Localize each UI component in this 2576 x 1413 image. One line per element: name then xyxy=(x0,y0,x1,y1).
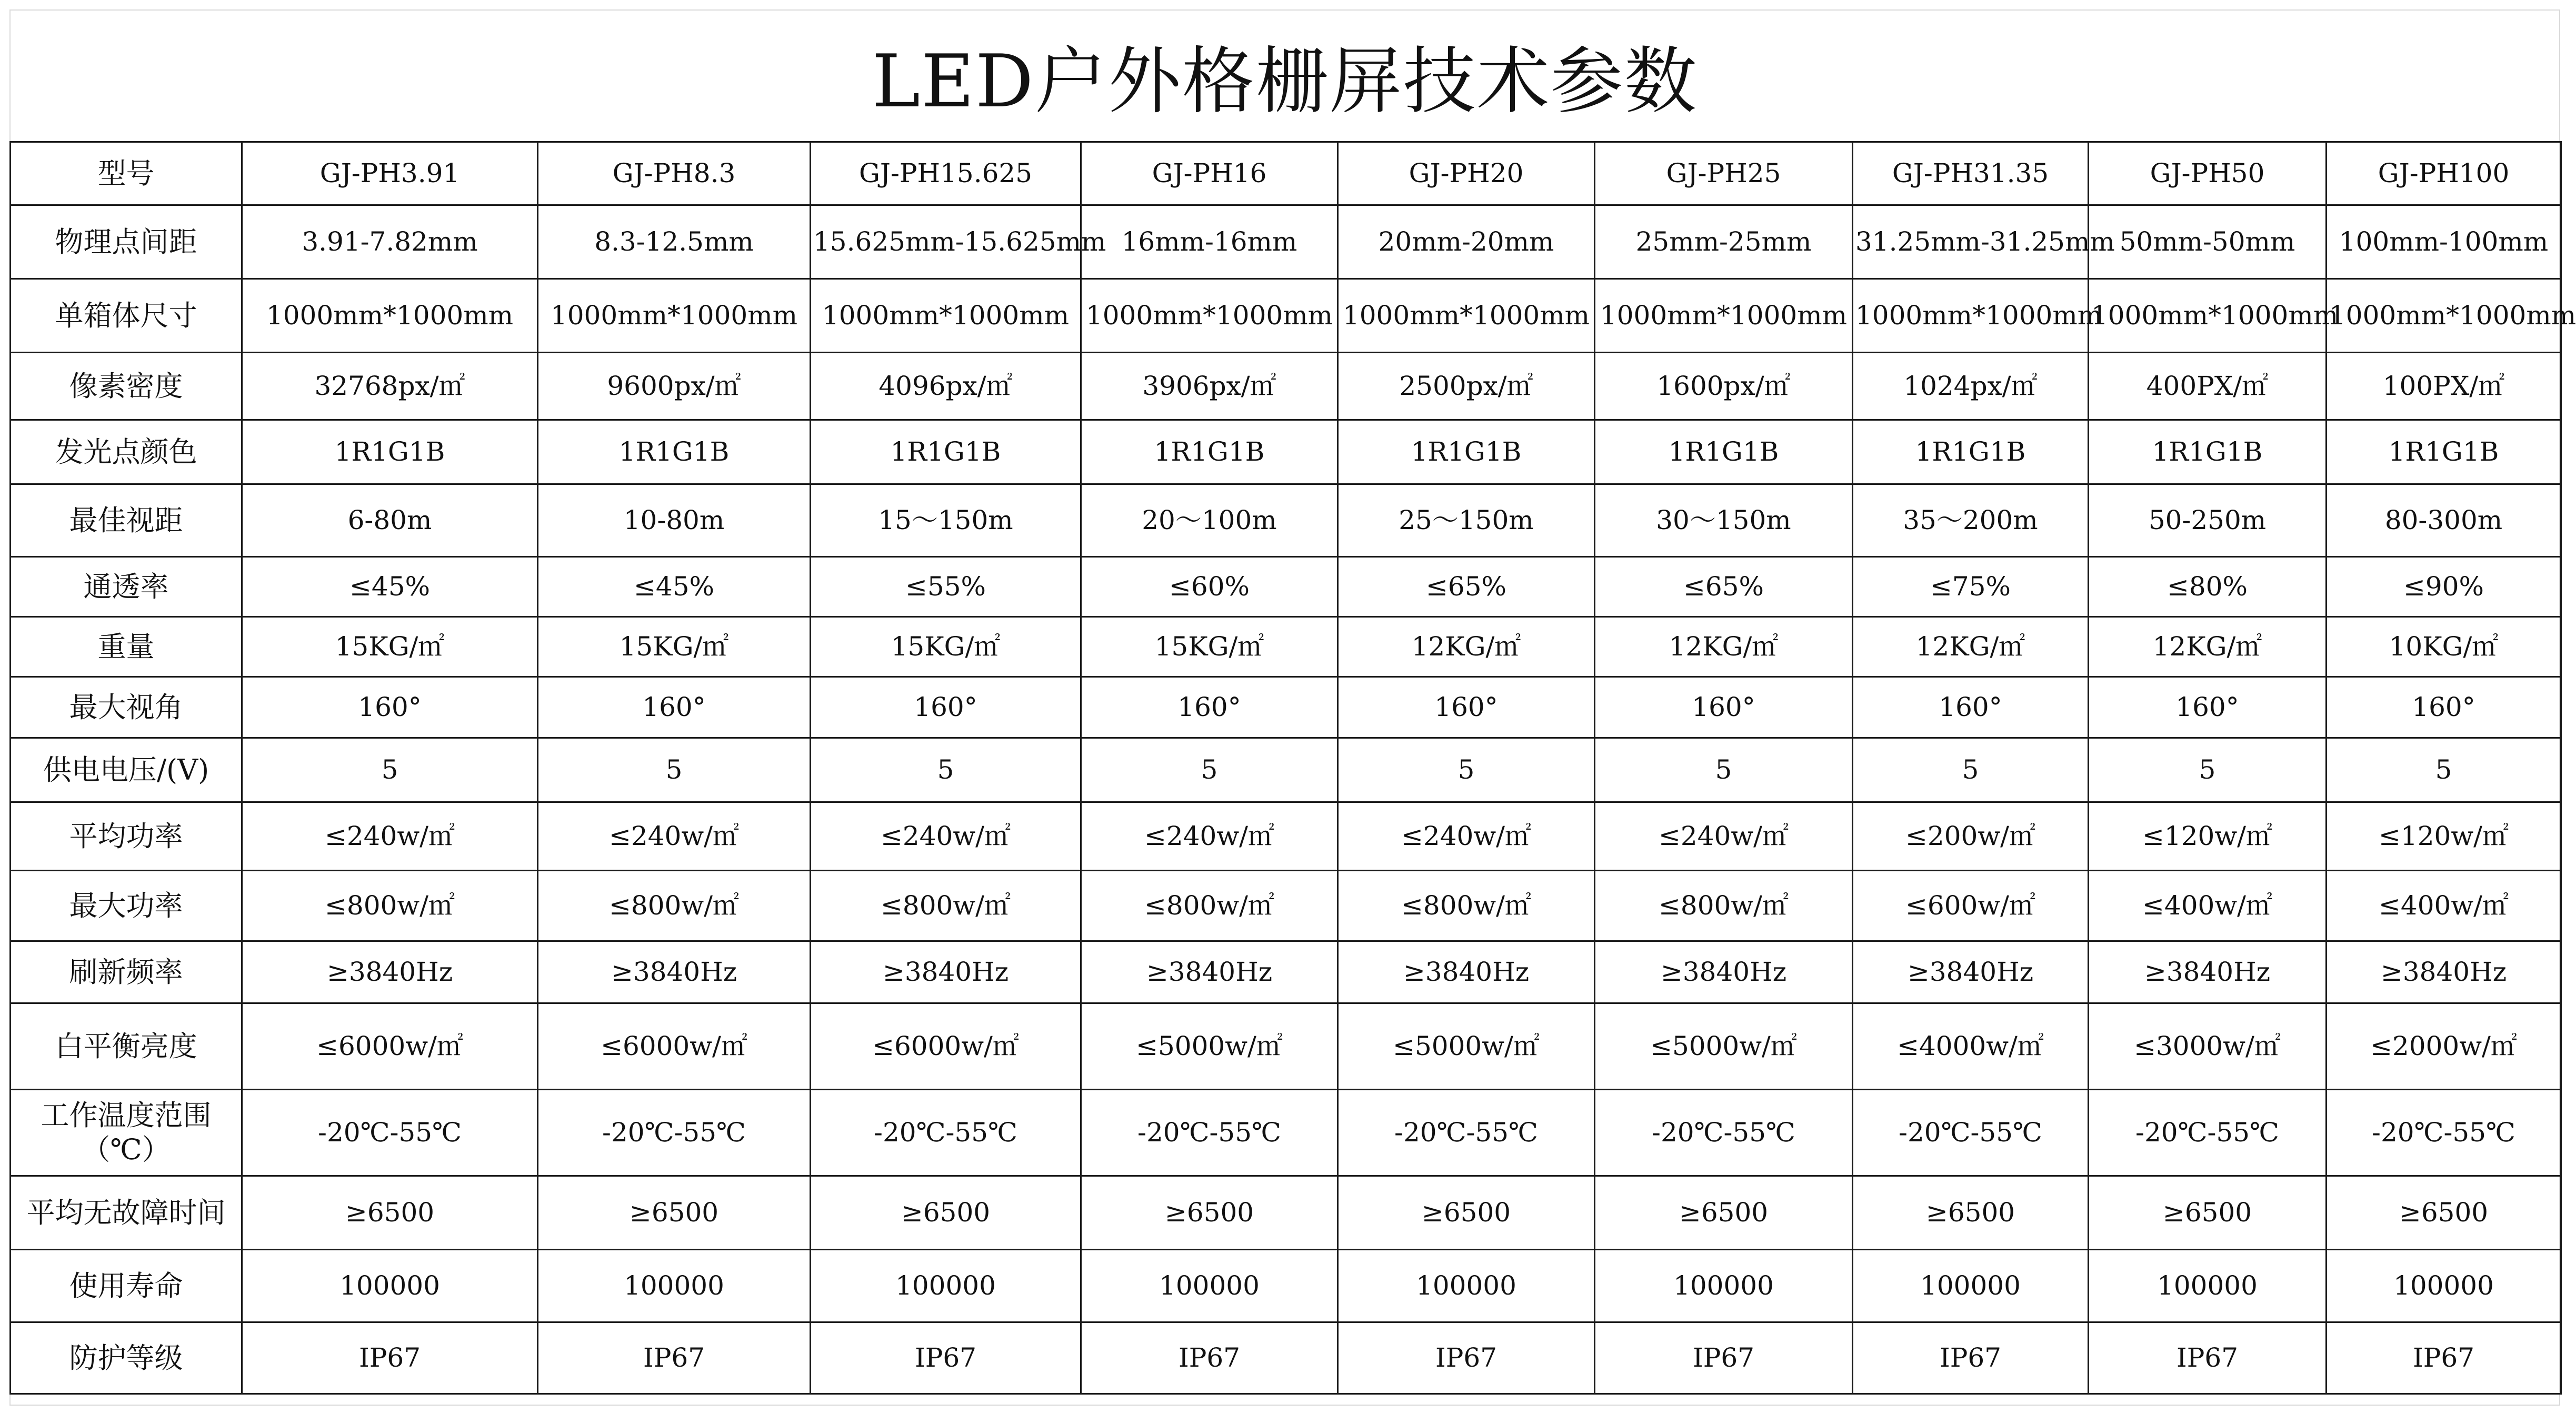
cell-weight-7: 12KG/㎡ xyxy=(1853,617,2089,677)
cell-transparency-1: ≤45% xyxy=(242,557,538,617)
cell-cabinet-size-5: 1000mm*1000mm xyxy=(1338,279,1595,353)
cell-best-viewing-distance-7: 35～200m xyxy=(1853,484,2089,557)
cell-supply-voltage-7: 5 xyxy=(1853,738,2089,802)
cell-model-6: GJ-PH25 xyxy=(1595,142,1853,205)
cell-transparency-6: ≤65% xyxy=(1595,557,1853,617)
cell-max-viewing-angle-7: 160° xyxy=(1853,677,2089,738)
row-label-max-viewing-angle: 最大视角 xyxy=(11,677,242,738)
cell-white-balance-brightness-6: ≤5000w/㎡ xyxy=(1595,1003,1853,1090)
cell-mtbf-4: ≥6500 xyxy=(1081,1176,1338,1250)
cell-transparency-8: ≤80% xyxy=(2089,557,2327,617)
cell-protection-rating-7: IP67 xyxy=(1853,1322,2089,1394)
cell-avg-power-7: ≤200w/㎡ xyxy=(1853,802,2089,871)
cell-refresh-rate-8: ≥3840Hz xyxy=(2089,941,2327,1003)
cell-weight-4: 15KG/㎡ xyxy=(1081,617,1338,677)
cell-avg-power-1: ≤240w/㎡ xyxy=(242,802,538,871)
cell-supply-voltage-6: 5 xyxy=(1595,738,1853,802)
cell-refresh-rate-3: ≥3840Hz xyxy=(811,941,1081,1003)
table-row-supply-voltage xyxy=(11,738,2561,802)
cell-led-color-8: 1R1G1B xyxy=(2089,420,2327,484)
cell-mtbf-6: ≥6500 xyxy=(1595,1176,1853,1250)
cell-led-color-4: 1R1G1B xyxy=(1081,420,1338,484)
cell-pixel-pitch-9: 100mm-100mm xyxy=(2327,205,2561,279)
cell-lifespan-8: 100000 xyxy=(2089,1250,2327,1322)
cell-model-8: GJ-PH50 xyxy=(2089,142,2327,205)
spec-table-body xyxy=(11,142,2576,1394)
cell-weight-6: 12KG/㎡ xyxy=(1595,617,1853,677)
cell-avg-power-6: ≤240w/㎡ xyxy=(1595,802,1853,871)
cell-model-7: GJ-PH31.35 xyxy=(1853,142,2089,205)
cell-refresh-rate-6: ≥3840Hz xyxy=(1595,941,1853,1003)
row-label-best-viewing-distance: 最佳视距 xyxy=(11,484,242,557)
cell-operating-temperature-9: -20℃-55℃ xyxy=(2327,1090,2561,1176)
cell-led-color-3: 1R1G1B xyxy=(811,420,1081,484)
cell-best-viewing-distance-6: 30～150m xyxy=(1595,484,1853,557)
cell-avg-power-3: ≤240w/㎡ xyxy=(811,802,1081,871)
cell-cabinet-size-4: 1000mm*1000mm xyxy=(1081,279,1338,353)
cell-refresh-rate-1: ≥3840Hz xyxy=(242,941,538,1003)
cell-weight-3: 15KG/㎡ xyxy=(811,617,1081,677)
cell-supply-voltage-5: 5 xyxy=(1338,738,1595,802)
cell-lifespan-3: 100000 xyxy=(811,1250,1081,1322)
cell-max-power-2: ≤800w/㎡ xyxy=(538,871,811,941)
cell-mtbf-3: ≥6500 xyxy=(811,1176,1081,1250)
cell-transparency-5: ≤65% xyxy=(1338,557,1595,617)
table-row-max-viewing-angle xyxy=(11,677,2561,738)
cell-operating-temperature-4: -20℃-55℃ xyxy=(1081,1090,1338,1176)
cell-protection-rating-8: IP67 xyxy=(2089,1322,2327,1394)
cell-refresh-rate-9: ≥3840Hz xyxy=(2327,941,2561,1003)
cell-mtbf-9: ≥6500 xyxy=(2327,1176,2561,1250)
cell-operating-temperature-6: -20℃-55℃ xyxy=(1595,1090,1853,1176)
table-row-lifespan xyxy=(11,1250,2561,1322)
cell-pixel-pitch-5: 20mm-20mm xyxy=(1338,205,1595,279)
cell-max-power-7: ≤600w/㎡ xyxy=(1853,871,2089,941)
cell-protection-rating-1: IP67 xyxy=(242,1322,538,1394)
cell-max-viewing-angle-2: 160° xyxy=(538,677,811,738)
cell-cabinet-size-3: 1000mm*1000mm xyxy=(811,279,1081,353)
cell-operating-temperature-2: -20℃-55℃ xyxy=(538,1090,811,1176)
cell-operating-temperature-7: -20℃-55℃ xyxy=(1853,1090,2089,1176)
table-row-pixel-pitch xyxy=(11,205,2561,279)
cell-cabinet-size-8: 1000mm*1000mm xyxy=(2089,279,2327,353)
cell-led-color-5: 1R1G1B xyxy=(1338,420,1595,484)
cell-model-4: GJ-PH16 xyxy=(1081,142,1338,205)
cell-cabinet-size-1: 1000mm*1000mm xyxy=(242,279,538,353)
cell-max-viewing-angle-9: 160° xyxy=(2327,677,2561,738)
cell-best-viewing-distance-1: 6-80m xyxy=(242,484,538,557)
cell-weight-1: 15KG/㎡ xyxy=(242,617,538,677)
table-row-cabinet-size xyxy=(11,279,2561,353)
cell-max-power-6: ≤800w/㎡ xyxy=(1595,871,1853,941)
cell-operating-temperature-5: -20℃-55℃ xyxy=(1338,1090,1595,1176)
page-title: LED户外格栅屏技术参数 xyxy=(872,39,1698,124)
cell-weight-8: 12KG/㎡ xyxy=(2089,617,2327,677)
cell-model-9: GJ-PH100 xyxy=(2327,142,2561,205)
cell-cabinet-size-2: 1000mm*1000mm xyxy=(538,279,811,353)
cell-mtbf-1: ≥6500 xyxy=(242,1176,538,1250)
cell-supply-voltage-1: 5 xyxy=(242,738,538,802)
table-row-max-power xyxy=(11,871,2561,941)
cell-weight-9: 10KG/㎡ xyxy=(2327,617,2561,677)
cell-lifespan-4: 100000 xyxy=(1081,1250,1338,1322)
spec-table xyxy=(9,141,2576,1395)
cell-protection-rating-6: IP67 xyxy=(1595,1322,1853,1394)
cell-pixel-pitch-3: 15.625mm-15.625mm xyxy=(811,205,1081,279)
row-label-transparency: 通透率 xyxy=(11,557,242,617)
row-label-lifespan: 使用寿命 xyxy=(11,1250,242,1322)
cell-best-viewing-distance-5: 25～150m xyxy=(1338,484,1595,557)
cell-protection-rating-5: IP67 xyxy=(1338,1322,1595,1394)
cell-led-color-6: 1R1G1B xyxy=(1595,420,1853,484)
cell-operating-temperature-8: -20℃-55℃ xyxy=(2089,1090,2327,1176)
cell-avg-power-2: ≤240w/㎡ xyxy=(538,802,811,871)
cell-pixel-pitch-1: 3.91-7.82mm xyxy=(242,205,538,279)
cell-refresh-rate-2: ≥3840Hz xyxy=(538,941,811,1003)
cell-mtbf-7: ≥6500 xyxy=(1853,1176,2089,1250)
table-row-protection-rating xyxy=(11,1322,2561,1394)
table-row-mtbf xyxy=(11,1176,2561,1250)
row-label-max-power: 最大功率 xyxy=(11,871,242,941)
row-label-mtbf: 平均无故障时间 xyxy=(11,1176,242,1250)
cell-operating-temperature-1: -20℃-55℃ xyxy=(242,1090,538,1176)
table-row-transparency xyxy=(11,557,2561,617)
cell-white-balance-brightness-9: ≤2000w/㎡ xyxy=(2327,1003,2561,1090)
row-label-pixel-density: 像素密度 xyxy=(11,353,242,420)
cell-best-viewing-distance-8: 50-250m xyxy=(2089,484,2327,557)
cell-supply-voltage-8: 5 xyxy=(2089,738,2327,802)
cell-max-viewing-angle-4: 160° xyxy=(1081,677,1338,738)
cell-weight-2: 15KG/㎡ xyxy=(538,617,811,677)
cell-lifespan-9: 100000 xyxy=(2327,1250,2561,1322)
cell-supply-voltage-2: 5 xyxy=(538,738,811,802)
cell-mtbf-8: ≥6500 xyxy=(2089,1176,2327,1250)
table-row-pixel-density xyxy=(11,353,2561,420)
cell-lifespan-1: 100000 xyxy=(242,1250,538,1322)
cell-best-viewing-distance-9: 80-300m xyxy=(2327,484,2561,557)
cell-best-viewing-distance-4: 20～100m xyxy=(1081,484,1338,557)
table-row-best-viewing-distance xyxy=(11,484,2561,557)
cell-pixel-density-1: 32768px/㎡ xyxy=(242,353,538,420)
row-label-weight: 重量 xyxy=(11,617,242,677)
row-label-supply-voltage: 供电电压/(V) xyxy=(11,738,242,802)
table-row-led-color xyxy=(11,420,2561,484)
cell-max-power-9: ≤400w/㎡ xyxy=(2327,871,2561,941)
cell-max-viewing-angle-1: 160° xyxy=(242,677,538,738)
cell-refresh-rate-7: ≥3840Hz xyxy=(1853,941,2089,1003)
cell-max-viewing-angle-3: 160° xyxy=(811,677,1081,738)
cell-mtbf-2: ≥6500 xyxy=(538,1176,811,1250)
cell-protection-rating-3: IP67 xyxy=(811,1322,1081,1394)
cell-avg-power-4: ≤240w/㎡ xyxy=(1081,802,1338,871)
cell-transparency-4: ≤60% xyxy=(1081,557,1338,617)
cell-refresh-rate-5: ≥3840Hz xyxy=(1338,941,1595,1003)
cell-cabinet-size-6: 1000mm*1000mm xyxy=(1595,279,1853,353)
cell-refresh-rate-4: ≥3840Hz xyxy=(1081,941,1338,1003)
cell-best-viewing-distance-2: 10-80m xyxy=(538,484,811,557)
cell-cabinet-size-7: 1000mm*1000mm xyxy=(1853,279,2089,353)
cell-max-viewing-angle-8: 160° xyxy=(2089,677,2327,738)
cell-max-power-3: ≤800w/㎡ xyxy=(811,871,1081,941)
cell-pixel-density-4: 3906px/㎡ xyxy=(1081,353,1338,420)
cell-white-balance-brightness-8: ≤3000w/㎡ xyxy=(2089,1003,2327,1090)
cell-transparency-7: ≤75% xyxy=(1853,557,2089,617)
row-label-white-balance-brightness: 白平衡亮度 xyxy=(11,1003,242,1090)
cell-transparency-3: ≤55% xyxy=(811,557,1081,617)
cell-pixel-density-6: 1600px/㎡ xyxy=(1595,353,1853,420)
table-row-model xyxy=(11,142,2561,205)
row-label-led-color: 发光点颜色 xyxy=(11,420,242,484)
row-label-protection-rating: 防护等级 xyxy=(11,1322,242,1394)
row-label-operating-temperature: 工作温度范围（℃） xyxy=(11,1090,242,1176)
cell-white-balance-brightness-5: ≤5000w/㎡ xyxy=(1338,1003,1595,1090)
cell-supply-voltage-3: 5 xyxy=(811,738,1081,802)
cell-pixel-pitch-8: 50mm-50mm xyxy=(2089,205,2327,279)
cell-led-color-2: 1R1G1B xyxy=(538,420,811,484)
cell-supply-voltage-4: 5 xyxy=(1081,738,1338,802)
cell-pixel-density-2: 9600px/㎡ xyxy=(538,353,811,420)
cell-supply-voltage-9: 5 xyxy=(2327,738,2561,802)
cell-lifespan-6: 100000 xyxy=(1595,1250,1853,1322)
table-row-avg-power xyxy=(11,802,2561,871)
cell-operating-temperature-3: -20℃-55℃ xyxy=(811,1090,1081,1176)
row-label-avg-power: 平均功率 xyxy=(11,802,242,871)
cell-avg-power-8: ≤120w/㎡ xyxy=(2089,802,2327,871)
cell-pixel-pitch-7: 31.25mm-31.25mm xyxy=(1853,205,2089,279)
cell-pixel-density-9: 100PX/㎡ xyxy=(2327,353,2561,420)
cell-pixel-density-8: 400PX/㎡ xyxy=(2089,353,2327,420)
row-label-pixel-pitch: 物理点间距 xyxy=(11,205,242,279)
cell-weight-5: 12KG/㎡ xyxy=(1338,617,1595,677)
cell-protection-rating-4: IP67 xyxy=(1081,1322,1338,1394)
cell-lifespan-7: 100000 xyxy=(1853,1250,2089,1322)
cell-white-balance-brightness-4: ≤5000w/㎡ xyxy=(1081,1003,1338,1090)
cell-max-viewing-angle-6: 160° xyxy=(1595,677,1853,738)
cell-max-viewing-angle-5: 160° xyxy=(1338,677,1595,738)
cell-cabinet-size-9: 1000mm*1000mm xyxy=(2327,279,2561,353)
cell-avg-power-5: ≤240w/㎡ xyxy=(1338,802,1595,871)
cell-led-color-1: 1R1G1B xyxy=(242,420,538,484)
cell-model-2: GJ-PH8.3 xyxy=(538,142,811,205)
table-row-operating-temperature xyxy=(11,1090,2561,1176)
cell-led-color-9: 1R1G1B xyxy=(2327,420,2561,484)
cell-led-color-7: 1R1G1B xyxy=(1853,420,2089,484)
cell-white-balance-brightness-2: ≤6000w/㎡ xyxy=(538,1003,811,1090)
table-row-weight xyxy=(11,617,2561,677)
cell-lifespan-5: 100000 xyxy=(1338,1250,1595,1322)
cell-mtbf-5: ≥6500 xyxy=(1338,1176,1595,1250)
cell-protection-rating-2: IP67 xyxy=(538,1322,811,1394)
cell-model-5: GJ-PH20 xyxy=(1338,142,1595,205)
cell-transparency-9: ≤90% xyxy=(2327,557,2561,617)
cell-avg-power-9: ≤120w/㎡ xyxy=(2327,802,2561,871)
row-label-cabinet-size: 单箱体尺寸 xyxy=(11,279,242,353)
cell-max-power-8: ≤400w/㎡ xyxy=(2089,871,2327,941)
cell-max-power-4: ≤800w/㎡ xyxy=(1081,871,1338,941)
cell-max-power-5: ≤800w/㎡ xyxy=(1338,871,1595,941)
cell-lifespan-2: 100000 xyxy=(538,1250,811,1322)
cell-best-viewing-distance-3: 15～150m xyxy=(811,484,1081,557)
cell-pixel-pitch-2: 8.3-12.5mm xyxy=(538,205,811,279)
cell-pixel-density-5: 2500px/㎡ xyxy=(1338,353,1595,420)
cell-model-3: GJ-PH15.625 xyxy=(811,142,1081,205)
cell-pixel-density-7: 1024px/㎡ xyxy=(1853,353,2089,420)
cell-pixel-density-3: 4096px/㎡ xyxy=(811,353,1081,420)
row-label-refresh-rate: 刷新频率 xyxy=(11,941,242,1003)
cell-white-balance-brightness-3: ≤6000w/㎡ xyxy=(811,1003,1081,1090)
cell-white-balance-brightness-1: ≤6000w/㎡ xyxy=(242,1003,538,1090)
cell-pixel-pitch-6: 25mm-25mm xyxy=(1595,205,1853,279)
table-row-white-balance-brightness xyxy=(11,1003,2561,1090)
row-label-model: 型号 xyxy=(11,142,242,205)
cell-max-power-1: ≤800w/㎡ xyxy=(242,871,538,941)
table-row-refresh-rate xyxy=(11,941,2561,1003)
cell-protection-rating-9: IP67 xyxy=(2327,1322,2561,1394)
cell-model-1: GJ-PH3.91 xyxy=(242,142,538,205)
cell-transparency-2: ≤45% xyxy=(538,557,811,617)
cell-white-balance-brightness-7: ≤4000w/㎡ xyxy=(1853,1003,2089,1090)
cell-pixel-pitch-4: 16mm-16mm xyxy=(1081,205,1338,279)
